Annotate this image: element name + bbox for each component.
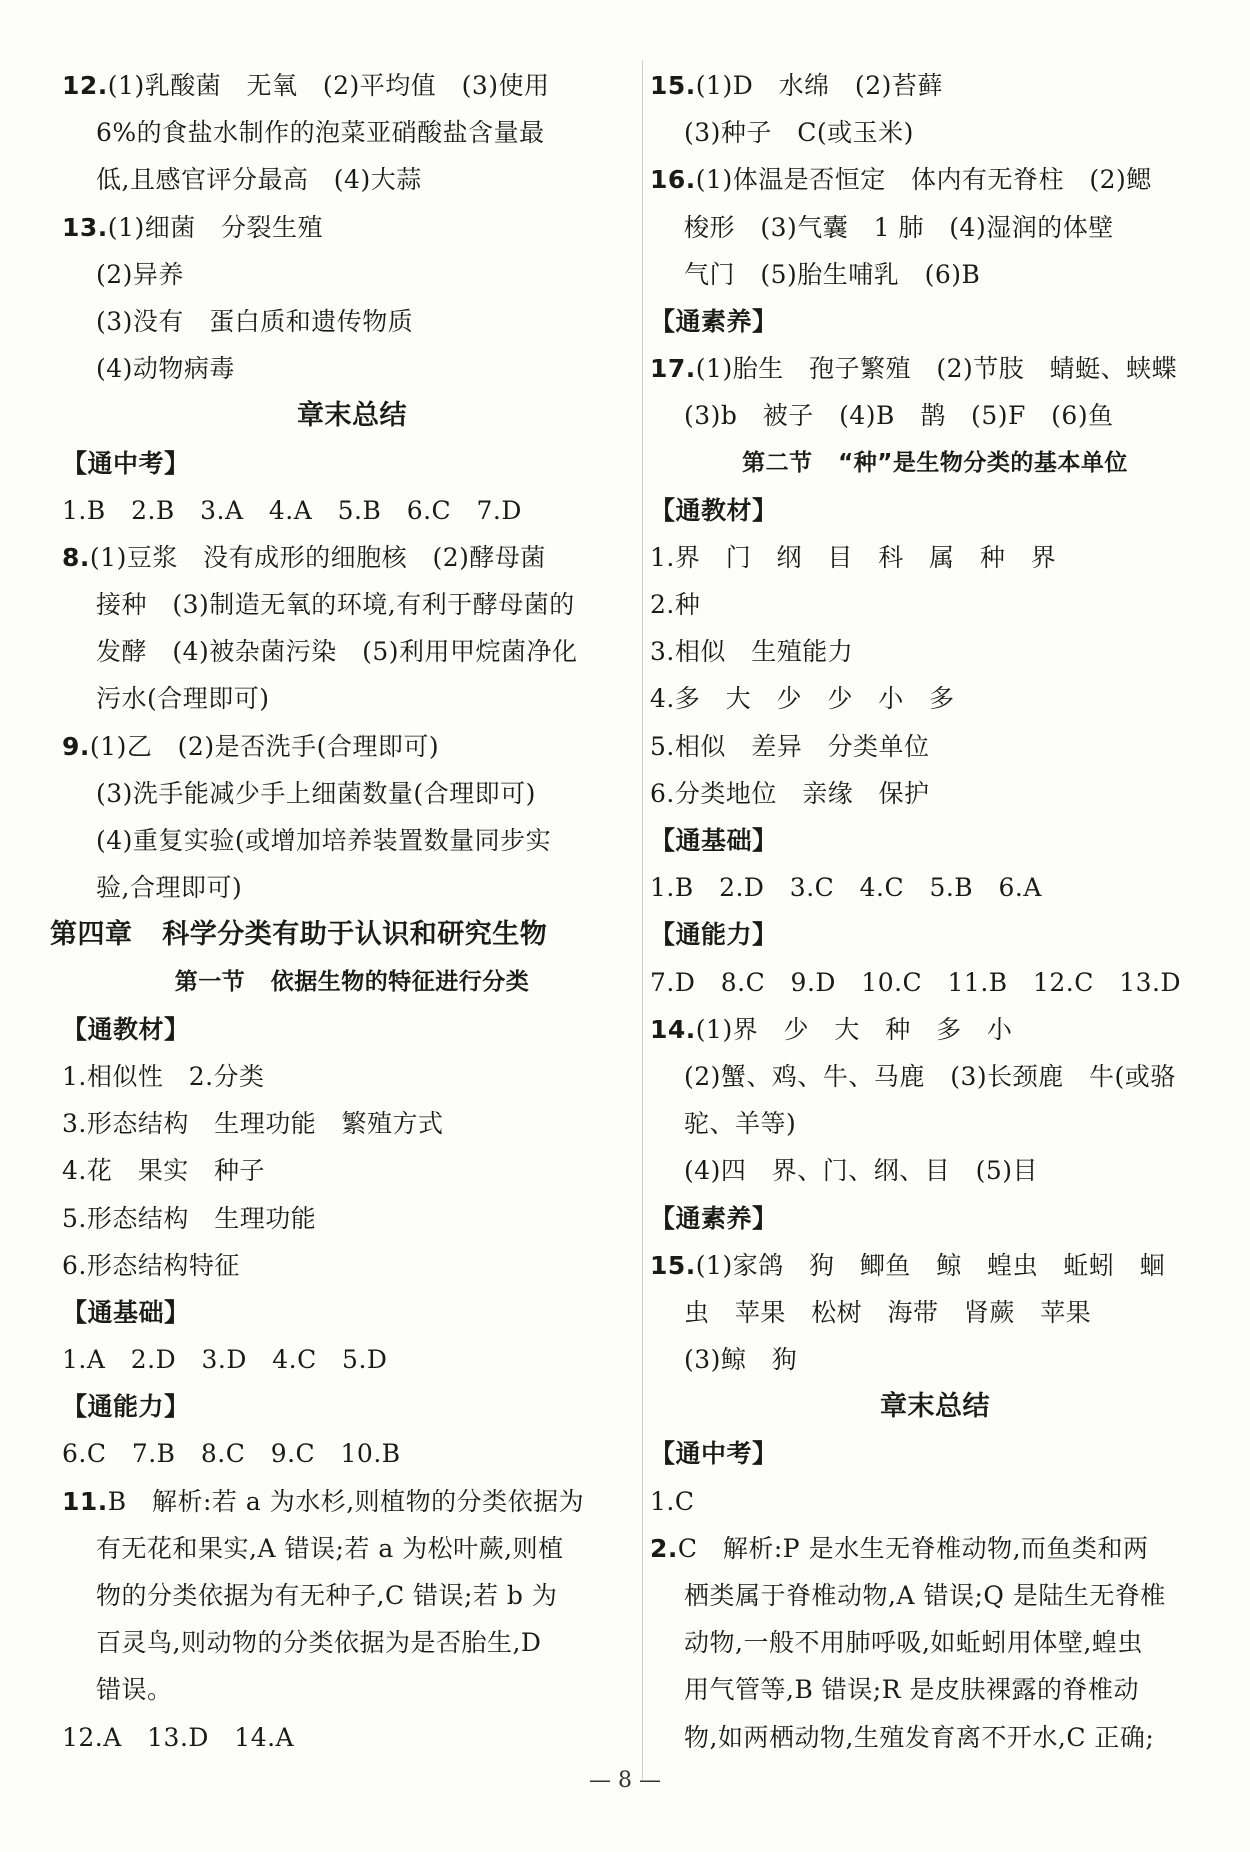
question-number: 15. — [650, 71, 696, 100]
answer-line — [650, 1478, 1220, 1525]
section-heading — [62, 1289, 642, 1336]
section-heading — [650, 1430, 1220, 1477]
answer-line — [62, 251, 642, 298]
answer-text: 5.形态结构 生理功能 — [62, 1203, 317, 1233]
answer-line — [62, 1478, 642, 1525]
answer-text: (3)b 被子 (4)B 鹊 (5)F (6)鱼 — [684, 401, 1114, 431]
answer-line — [650, 1053, 1220, 1100]
answer-line — [650, 1619, 1220, 1666]
answer-line — [650, 1147, 1220, 1194]
answer-line — [650, 1714, 1220, 1761]
answer-line — [62, 675, 642, 722]
answer-line — [62, 1336, 642, 1383]
answer-line — [650, 864, 1220, 911]
answer-text: 1.B 2.D 3.C 4.C 5.B 6.A — [650, 873, 1042, 903]
answer-line — [62, 109, 642, 156]
answer-line — [62, 817, 642, 864]
answer-text: 6.形态结构特征 — [62, 1250, 240, 1280]
answer-text: 【通能力】 — [650, 920, 778, 950]
column-divider — [642, 60, 643, 1780]
answer-text: 第四章 科学分类有助于认识和研究生物 — [50, 919, 548, 951]
answer-text: 章末总结 — [880, 1391, 990, 1423]
answer-line — [650, 345, 1220, 392]
section-heading — [650, 487, 1220, 534]
answer-line — [62, 1666, 642, 1713]
answer-line — [62, 1619, 642, 1666]
answer-text: 【通能力】 — [62, 1392, 190, 1422]
answer-text: (3)鲸 狗 — [684, 1345, 798, 1375]
answer-text: 梭形 (3)气囊 1 肺 (4)湿润的体壁 — [684, 212, 1114, 242]
answer-line — [62, 62, 642, 109]
answer-line — [650, 392, 1220, 439]
answer-text: (1)界 少 大 种 多 小 — [695, 1014, 1013, 1044]
answer-text: 章末总结 — [297, 400, 407, 432]
answer-line — [650, 156, 1220, 203]
answer-text: 1.B 2.B 3.A 4.A 5.B 6.C 7.D — [62, 495, 522, 525]
page-number: — 8 — — [589, 1768, 661, 1793]
answer-text: 百灵鸟,则动物的分类依据为是否胎生,D — [96, 1628, 542, 1658]
answer-text: (3)种子 C(或玉米) — [684, 118, 914, 148]
answer-text: 低,且感官评分最高 (4)大蒜 — [96, 165, 422, 195]
answer-text: (4)动物病毒 — [96, 354, 235, 384]
answer-line — [62, 770, 642, 817]
subsection-title — [650, 440, 1220, 487]
answer-line — [650, 1006, 1220, 1053]
answer-line — [650, 1100, 1220, 1147]
answer-text: 12.A 13.D 14.A — [62, 1722, 295, 1752]
answer-text: (1)乳酸菌 无氧 (2)平均值 (3)使用 — [107, 71, 550, 100]
answer-line — [650, 62, 1220, 109]
answer-line — [650, 1572, 1220, 1619]
answer-text: (3)没有 蛋白质和遗传物质 — [96, 306, 414, 336]
answer-line — [650, 1242, 1220, 1289]
answer-text: (1)细菌 分裂生殖 — [107, 212, 324, 242]
answer-line — [62, 628, 642, 675]
answer-text: 栖类属于脊椎动物,A 错误;Q 是陆生无脊椎 — [684, 1581, 1166, 1610]
answer-line — [62, 723, 642, 770]
answer-line — [62, 581, 642, 628]
answer-text: 物,如两栖动物,生殖发育离不开水,C 正确; — [684, 1722, 1155, 1752]
answer-text: 污水(合理即可) — [96, 684, 270, 714]
answer-line — [62, 298, 642, 345]
answer-text: (3)洗手能减少手上细菌数量(合理即可) — [96, 778, 536, 808]
answer-text: 2.种 — [650, 590, 701, 620]
answer-line — [62, 204, 642, 251]
answer-line — [62, 1147, 642, 1194]
answer-line — [62, 1525, 642, 1572]
answer-text: 1.A 2.D 3.D 4.C 5.D — [62, 1345, 388, 1375]
answer-line — [62, 1714, 642, 1761]
answer-line — [650, 109, 1220, 156]
answer-text: 物的分类依据为有无种子,C 错误;若 b 为 — [96, 1581, 558, 1610]
answer-line — [650, 770, 1220, 817]
answer-text: 有无花和果实,A 错误;若 a 为松叶蕨,则植 — [96, 1533, 564, 1563]
answer-line — [62, 1430, 642, 1477]
answer-line — [62, 1242, 642, 1289]
section-heading — [650, 817, 1220, 864]
answer-text: (1)体温是否恒定 体内有无脊柱 (2)鳃 — [695, 165, 1152, 195]
section-heading — [62, 1383, 642, 1430]
answer-text: 4.花 果实 种子 — [62, 1156, 266, 1186]
answer-text: 7.D 8.C 9.D 10.C 11.B 12.C 13.D — [650, 967, 1182, 997]
answer-line — [650, 1336, 1220, 1383]
answer-text: (4)四 界、门、纲、目 (5)目 — [684, 1156, 1039, 1186]
answer-text: 3.相似 生殖能力 — [650, 637, 854, 667]
answer-line — [650, 959, 1220, 1006]
question-number: 11. — [62, 1486, 108, 1516]
answer-text: 第一节 依据生物的特征进行分类 — [174, 968, 530, 995]
answer-text: B 解析:若 a 为水杉,则植物的分类依据为 — [107, 1486, 585, 1516]
subsection-title — [62, 959, 642, 1006]
answer-line — [62, 864, 642, 911]
answer-line — [650, 723, 1220, 770]
answer-text: 5.相似 差异 分类单位 — [650, 731, 930, 761]
section-title — [650, 1383, 1220, 1430]
section-heading — [650, 298, 1220, 345]
answer-text: 【通基础】 — [62, 1297, 190, 1327]
answer-text: 3.形态结构 生理功能 繁殖方式 — [62, 1109, 444, 1139]
question-number: 9. — [62, 731, 90, 761]
answer-text: (1)乙 (2)是否洗手(合理即可) — [89, 731, 440, 761]
question-number: 13. — [62, 212, 108, 242]
answer-line — [650, 1666, 1220, 1713]
answer-line — [650, 628, 1220, 675]
answer-text: (1)豆浆 没有成形的细胞核 (2)酵母菌 — [89, 542, 546, 572]
answer-text: 动物,一般不用肺呼吸,如蚯蚓用体壁,蝗虫 — [684, 1628, 1143, 1658]
question-number: 8. — [62, 542, 90, 572]
answer-text: (2)蟹、鸡、牛、马鹿 (3)长颈鹿 牛(或骆 — [684, 1061, 1176, 1091]
answer-text: 【通教材】 — [650, 495, 778, 525]
answer-text: (1)胎生 孢子繁殖 (2)节肢 蜻蜓、蛱蝶 — [695, 354, 1178, 384]
answer-text: 错误。 — [96, 1675, 173, 1705]
question-number: 12. — [62, 71, 108, 100]
answer-line — [650, 1525, 1220, 1572]
answer-text: 气门 (5)胎生哺乳 (6)B — [684, 259, 981, 289]
question-number: 17. — [650, 354, 696, 384]
answer-line — [650, 1289, 1220, 1336]
answer-line — [62, 345, 642, 392]
answer-text: (4)重复实验(或增加培养装置数量同步实 — [96, 826, 552, 855]
answer-text: 【通教材】 — [62, 1014, 190, 1044]
answer-text: 1.相似性 2.分类 — [62, 1061, 265, 1091]
answer-line — [62, 156, 642, 203]
answer-text: 第二节 “种”是生物分类的基本单位 — [742, 449, 1128, 476]
answer-text: 6%的食盐水制作的泡菜亚硝酸盐含量最 — [96, 118, 545, 148]
answer-text: (2)异养 — [96, 259, 184, 289]
answer-line — [650, 251, 1220, 298]
answer-line — [650, 204, 1220, 251]
answer-text: 发酵 (4)被杂菌污染 (5)利用甲烷菌净化 — [96, 637, 578, 667]
answer-line — [650, 534, 1220, 581]
answer-line — [650, 581, 1220, 628]
answer-text: 【通中考】 — [650, 1439, 778, 1469]
answer-line — [62, 1195, 642, 1242]
question-number: 15. — [650, 1250, 696, 1280]
left-column — [50, 62, 642, 1761]
section-heading — [62, 1006, 642, 1053]
answer-text: 1.C — [650, 1486, 695, 1516]
answer-text: C 解析:P 是水生无脊椎动物,而鱼类和两 — [677, 1533, 1149, 1563]
question-number: 2. — [650, 1533, 678, 1563]
answer-line — [62, 1572, 642, 1619]
answer-line — [62, 1053, 642, 1100]
answer-line — [650, 675, 1220, 722]
answer-line — [62, 487, 642, 534]
answer-text: 用气管等,B 错误;R 是皮肤裸露的脊椎动 — [684, 1675, 1139, 1705]
section-title — [62, 392, 642, 439]
answer-text: 【通基础】 — [650, 826, 778, 855]
question-number: 16. — [650, 165, 696, 195]
answer-text: 虫 苹果 松树 海带 肾蕨 苹果 — [684, 1297, 1092, 1327]
question-number: 14. — [650, 1014, 696, 1044]
answer-text: (1)家鸽 狗 鲫鱼 鲸 蝗虫 蚯蚓 蛔 — [695, 1250, 1166, 1280]
answer-text: 【通素养】 — [650, 1203, 778, 1233]
answer-text: 1.界 门 纲 目 科 属 种 界 — [650, 542, 1057, 572]
answer-text: 【通中考】 — [62, 448, 190, 478]
answer-line — [62, 1100, 642, 1147]
section-heading — [62, 440, 642, 487]
answer-text: 【通素养】 — [650, 306, 778, 336]
section-heading — [650, 1195, 1220, 1242]
answer-text: 6.C 7.B 8.C 9.C 10.B — [62, 1439, 401, 1469]
answer-text: 驼、羊等) — [684, 1109, 797, 1139]
answer-text: 6.分类地位 亲缘 保护 — [650, 778, 930, 808]
answer-text: 4.多 大 少 少 小 多 — [650, 684, 955, 714]
section-heading — [650, 911, 1220, 958]
answer-text: 接种 (3)制造无氧的环境,有利于酵母菌的 — [96, 590, 575, 620]
right-column — [650, 62, 1220, 1761]
chapter-title — [50, 911, 642, 958]
answer-text: (1)D 水绵 (2)苔藓 — [695, 71, 943, 100]
answer-text: 验,合理即可) — [96, 873, 243, 903]
answer-line — [62, 534, 642, 581]
